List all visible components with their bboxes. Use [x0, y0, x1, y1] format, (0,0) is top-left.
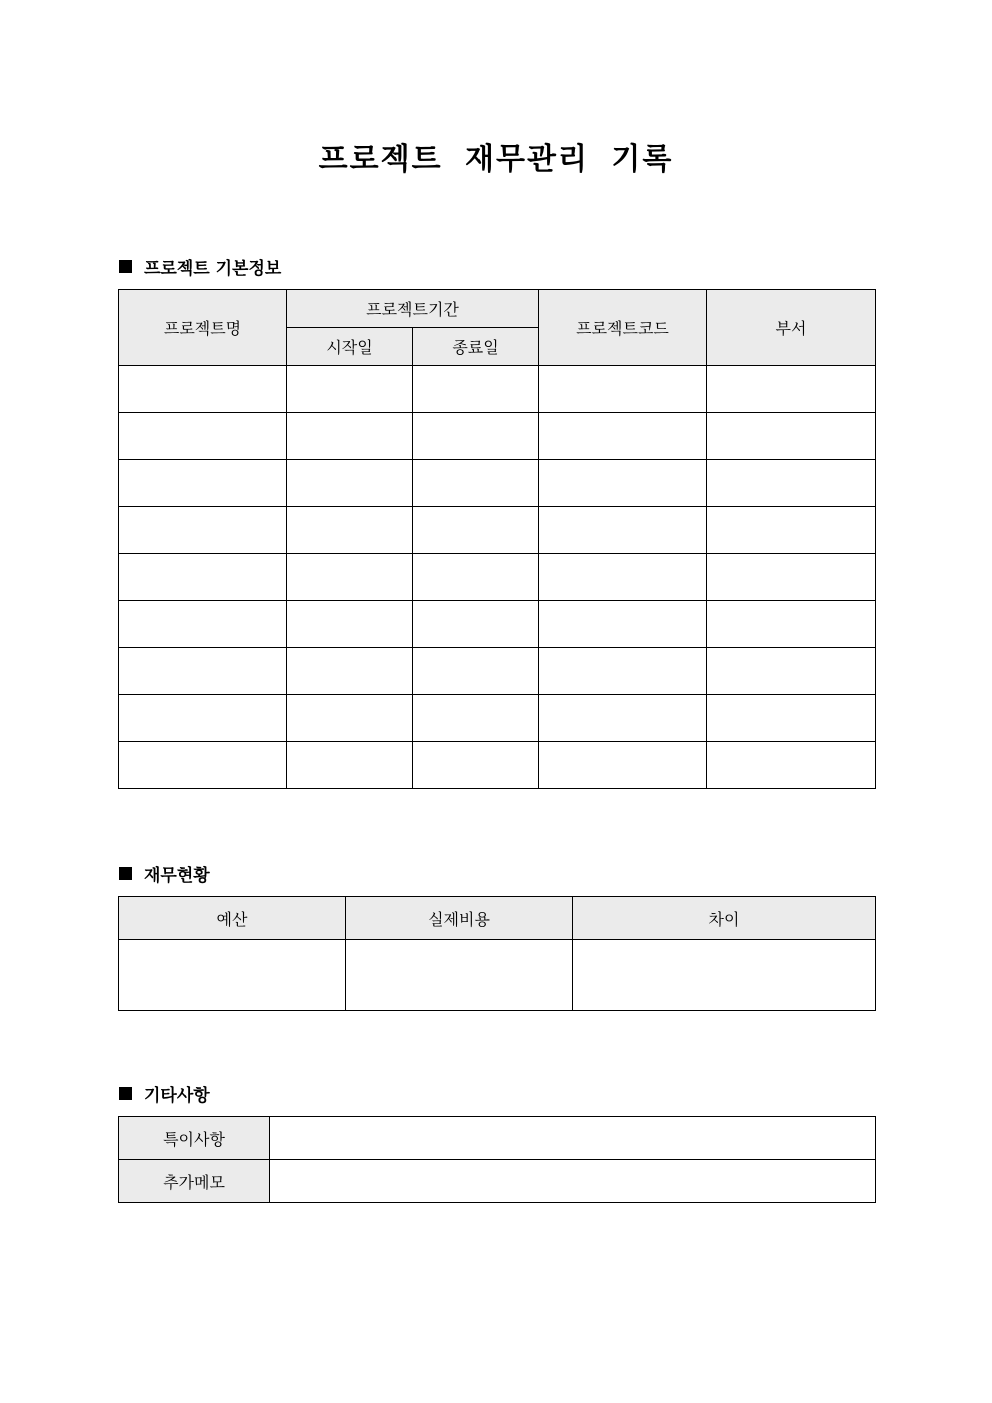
cell-project-name[interactable]	[119, 366, 287, 413]
header-end-date: 종료일	[413, 328, 539, 366]
header-project-period: 프로젝트기간	[287, 290, 539, 328]
cell-start-date[interactable]	[287, 366, 413, 413]
cell-department[interactable]	[707, 742, 876, 789]
table-row	[119, 648, 876, 695]
document-title: 프로젝트 재무관리 기록	[318, 142, 674, 177]
cell-project-name[interactable]	[119, 648, 287, 695]
cell-project-code[interactable]	[539, 366, 707, 413]
cell-start-date[interactable]	[287, 601, 413, 648]
section-heading-other-notes	[119, 1081, 210, 1106]
table-row	[119, 742, 876, 789]
table-row	[119, 413, 876, 460]
table-row	[119, 507, 876, 554]
cell-project-code[interactable]	[539, 460, 707, 507]
table-row	[119, 1117, 876, 1160]
cell-project-code[interactable]	[539, 507, 707, 554]
project-info-table	[118, 289, 876, 789]
table-row	[119, 601, 876, 648]
cell-start-date[interactable]	[287, 413, 413, 460]
section-heading-label: 재무현황	[144, 866, 210, 886]
cell-difference[interactable]	[573, 940, 876, 1011]
cell-end-date[interactable]	[413, 413, 539, 460]
cell-special-notes[interactable]	[270, 1117, 876, 1160]
table-row	[119, 1160, 876, 1203]
cell-project-name[interactable]	[119, 554, 287, 601]
cell-project-name[interactable]	[119, 742, 287, 789]
header-difference: 차이	[573, 897, 876, 940]
cell-budget[interactable]	[119, 940, 346, 1011]
other-notes-table	[118, 1116, 876, 1203]
label-special-notes: 특이사항	[119, 1117, 270, 1160]
financial-status-table	[118, 896, 876, 1011]
cell-end-date[interactable]	[413, 554, 539, 601]
cell-end-date[interactable]	[413, 366, 539, 413]
cell-project-code[interactable]	[539, 554, 707, 601]
header-start-date: 시작일	[287, 328, 413, 366]
cell-project-name[interactable]	[119, 695, 287, 742]
cell-start-date[interactable]	[287, 742, 413, 789]
cell-department[interactable]	[707, 460, 876, 507]
label-additional-memo: 추가메모	[119, 1160, 270, 1203]
square-bullet-icon	[119, 867, 132, 880]
cell-actual-cost[interactable]	[346, 940, 573, 1011]
cell-department[interactable]	[707, 413, 876, 460]
cell-department[interactable]	[707, 507, 876, 554]
header-project-name: 프로젝트명	[119, 290, 287, 366]
cell-department[interactable]	[707, 695, 876, 742]
cell-department[interactable]	[707, 554, 876, 601]
cell-department[interactable]	[707, 601, 876, 648]
header-actual-cost: 실제비용	[346, 897, 573, 940]
header-project-code: 프로젝트코드	[539, 290, 707, 366]
square-bullet-icon	[119, 260, 132, 273]
cell-end-date[interactable]	[413, 648, 539, 695]
cell-additional-memo[interactable]	[270, 1160, 876, 1203]
section-heading-financial-status	[119, 861, 210, 886]
cell-department[interactable]	[707, 648, 876, 695]
cell-end-date[interactable]	[413, 460, 539, 507]
section-heading-basic-info	[119, 254, 281, 279]
cell-end-date[interactable]	[413, 507, 539, 554]
table-row	[119, 940, 876, 1011]
cell-start-date[interactable]	[287, 460, 413, 507]
cell-department[interactable]	[707, 366, 876, 413]
cell-project-code[interactable]	[539, 742, 707, 789]
cell-start-date[interactable]	[287, 648, 413, 695]
cell-project-code[interactable]	[539, 648, 707, 695]
cell-project-name[interactable]	[119, 460, 287, 507]
cell-project-code[interactable]	[539, 601, 707, 648]
cell-project-code[interactable]	[539, 695, 707, 742]
cell-end-date[interactable]	[413, 695, 539, 742]
section-heading-label: 프로젝트 기본정보	[144, 259, 282, 279]
cell-end-date[interactable]	[413, 742, 539, 789]
header-budget: 예산	[119, 897, 346, 940]
square-bullet-icon	[119, 1087, 132, 1100]
section-heading-label: 기타사항	[144, 1086, 210, 1106]
cell-project-name[interactable]	[119, 601, 287, 648]
cell-project-name[interactable]	[119, 413, 287, 460]
table-row	[119, 554, 876, 601]
cell-project-name[interactable]	[119, 507, 287, 554]
cell-start-date[interactable]	[287, 554, 413, 601]
table-row	[119, 460, 876, 507]
cell-project-code[interactable]	[539, 413, 707, 460]
cell-end-date[interactable]	[413, 601, 539, 648]
cell-start-date[interactable]	[287, 507, 413, 554]
cell-start-date[interactable]	[287, 695, 413, 742]
table-row	[119, 366, 876, 413]
table-row	[119, 695, 876, 742]
header-department: 부서	[707, 290, 876, 366]
